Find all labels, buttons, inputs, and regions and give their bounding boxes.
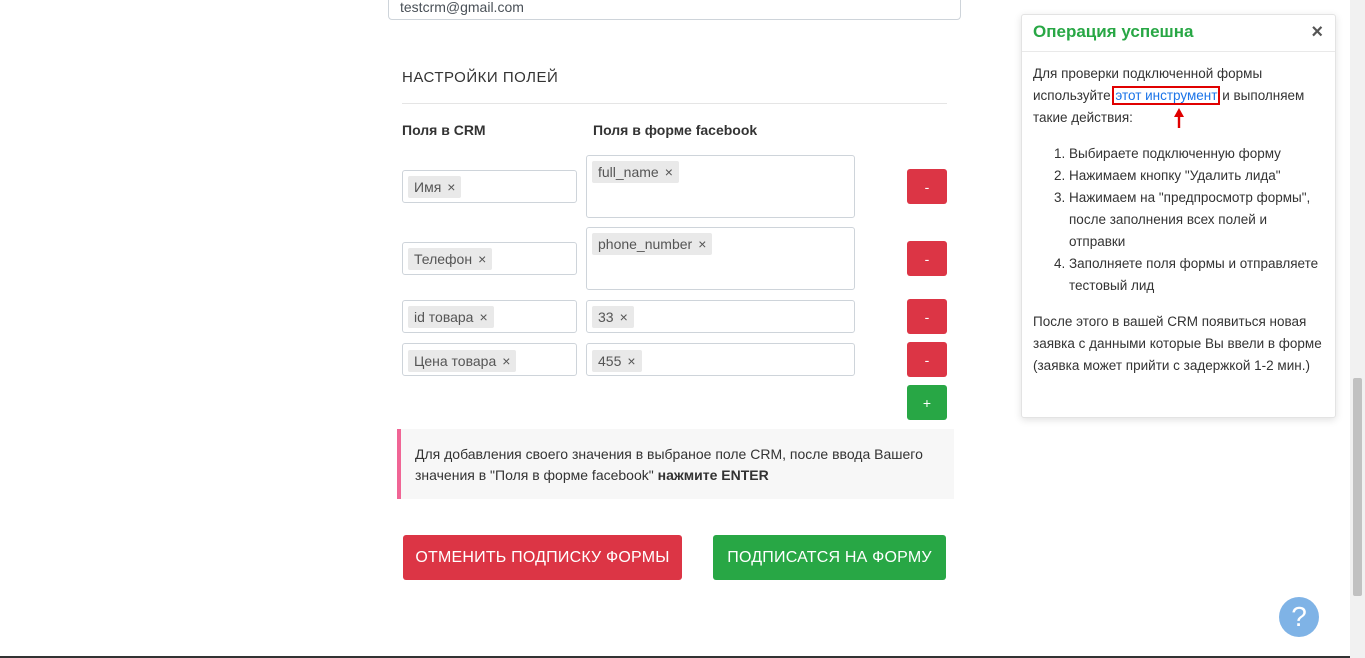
remove-row-button[interactable]: -	[907, 299, 947, 334]
facebook-field-select[interactable]	[586, 343, 855, 376]
toast-steps	[1069, 143, 1324, 297]
facebook-tag	[592, 306, 634, 328]
tag-remove-icon[interactable]: ×	[447, 179, 456, 195]
tag-label: full_name	[598, 164, 659, 180]
toast-outro: После этого в вашей CRM появиться новая заявка с данными которые Вы ввели в форме (заявка может прийти с задержкой 1-2 мин.)	[1033, 314, 1322, 373]
crm-field-select[interactable]	[402, 343, 577, 376]
cancel-subscription-button[interactable]: ОТМЕНИТЬ ПОДПИСКУ ФОРМЫ	[403, 535, 682, 580]
crm-field-select[interactable]	[402, 170, 577, 203]
tag-label: phone_number	[598, 236, 693, 252]
remove-row-button[interactable]: -	[907, 169, 947, 204]
subscribe-form-button[interactable]: ПОДПИСАТСЯ НА ФОРМУ	[713, 535, 946, 580]
arrow-up-icon	[1174, 108, 1184, 128]
section-title: НАСТРОЙКИ ПОЛЕЙ	[402, 69, 559, 86]
scroll-thumb[interactable]	[1353, 378, 1362, 596]
success-toast	[1021, 14, 1336, 418]
section-divider	[402, 103, 947, 104]
tag-remove-icon[interactable]: ×	[502, 353, 511, 369]
hint-text: Для добавления своего значения в выбраное поле CRM, после ввода Вашего значения в "Поля в форме facebook"	[415, 446, 923, 483]
remove-row-button[interactable]: -	[907, 342, 947, 377]
facebook-field-select[interactable]	[586, 227, 855, 290]
email-value: testcrm@gmail.com	[400, 0, 524, 15]
tag-remove-icon[interactable]: ×	[627, 353, 636, 369]
hint-note	[397, 429, 954, 499]
crm-field-select[interactable]	[402, 300, 577, 333]
tag-label: id товара	[414, 309, 474, 325]
facebook-tag	[592, 350, 642, 372]
tag-label: 455	[598, 353, 622, 369]
crm-field-select[interactable]	[402, 242, 577, 275]
crm-tag	[408, 350, 516, 372]
facebook-field-select[interactable]	[586, 155, 855, 218]
tag-remove-icon[interactable]: ×	[619, 309, 628, 325]
facebook-tag	[592, 233, 712, 255]
toast-title: Операция успешна	[1033, 22, 1194, 41]
facebook-tag	[592, 161, 679, 183]
add-row-button[interactable]: +	[907, 385, 947, 420]
tag-label: Телефон	[414, 251, 473, 267]
scrollbar[interactable]	[1350, 0, 1365, 658]
tag-remove-icon[interactable]: ×	[479, 309, 488, 325]
help-button[interactable]: ?	[1279, 597, 1319, 637]
crm-tag	[408, 306, 494, 328]
tag-remove-icon[interactable]: ×	[698, 236, 707, 252]
tag-label: Имя	[414, 179, 442, 195]
tag-label: 33	[598, 309, 614, 325]
facebook-column-header: Поля в форме facebook	[593, 122, 758, 138]
remove-row-button[interactable]: -	[907, 241, 947, 276]
tag-label: Цена товара	[414, 353, 497, 369]
facebook-field-select[interactable]	[586, 300, 855, 333]
tool-link[interactable]: этот инструмент	[1115, 88, 1218, 103]
crm-tag	[408, 248, 492, 270]
tag-remove-icon[interactable]: ×	[664, 164, 673, 180]
toast-intro-before: Для проверки подключенной формы используйте	[1033, 66, 1263, 103]
close-icon[interactable]: ×	[1311, 21, 1323, 43]
toast-intro-after: и выполняем такие действия:	[1033, 88, 1305, 125]
email-field[interactable]	[388, 0, 961, 20]
hint-bold: нажмите ENTER	[657, 467, 769, 483]
toast-header	[1022, 15, 1335, 52]
tag-remove-icon[interactable]: ×	[478, 251, 487, 267]
crm-column-header: Поля в CRM	[402, 122, 486, 138]
toast-body	[1022, 52, 1335, 377]
list-item: 4. Заполняете поля формы и отправляете тестовый лид	[1069, 253, 1324, 297]
list-item: 2. Нажимаем кнопку "Удалить лида"	[1069, 165, 1324, 187]
crm-tag	[408, 176, 461, 198]
list-item: 1. Выбираете подключенную форму	[1069, 143, 1324, 165]
list-item: 3. Нажимаем на "предпросмотр формы", после заполнения всех полей и отправки	[1069, 187, 1324, 253]
